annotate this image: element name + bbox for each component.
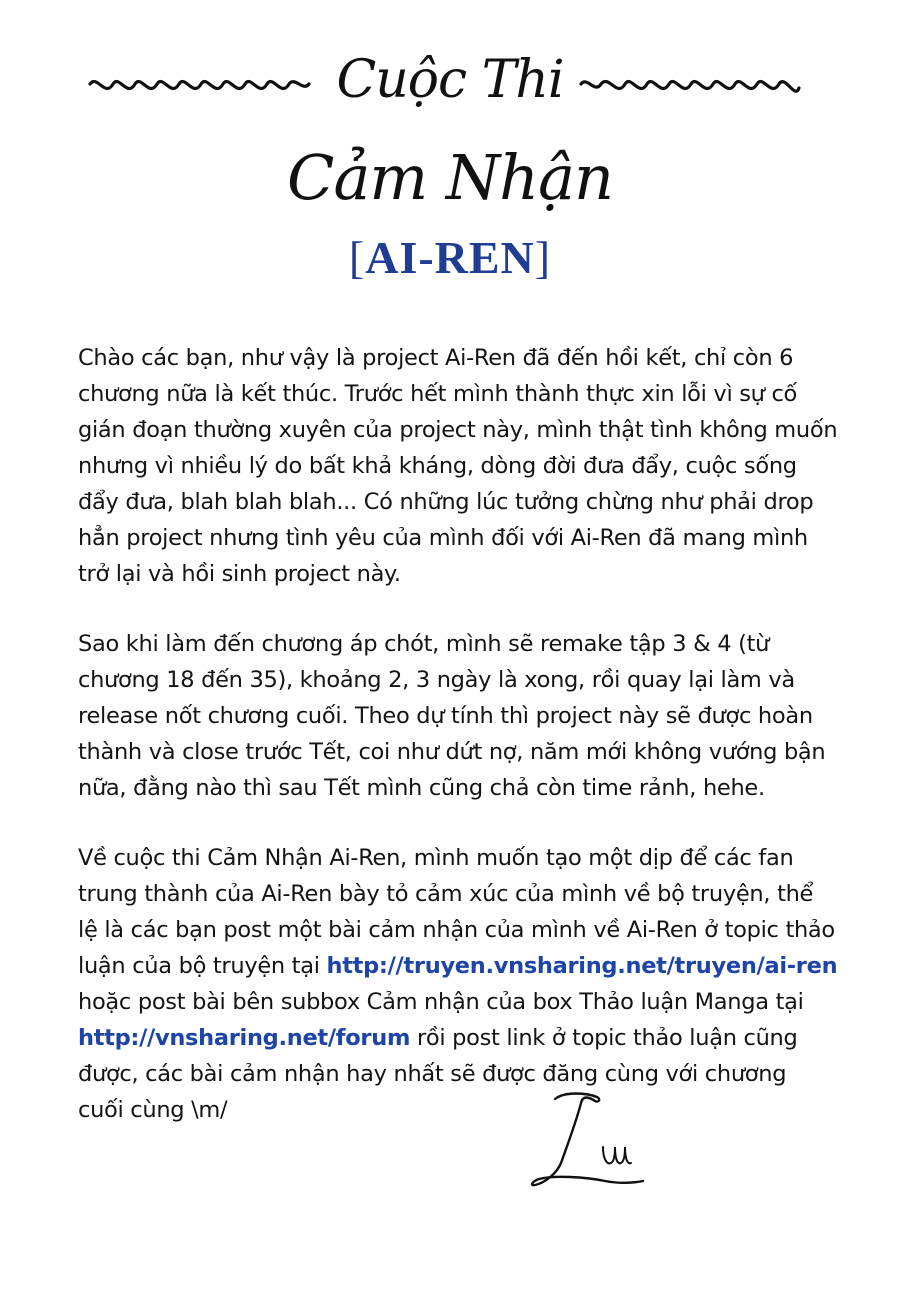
subtitle-text: AI-REN	[365, 232, 535, 283]
paragraph-1: Chào các bạn, như vậy là project Ai-Ren đã đến hồi kết, chỉ còn 6 chương nữa là kết thúc. Trước hết mình thành thực xin lỗi vì sự cố gián đoạn thường xuyên của project này, mình thật tình không muốn nhưng vì nhiều lý do bất khả kháng, dòng đời đưa đẩy, cuộc sống đẩy đưa, blah blah blah... Có những lúc tưởng chừng như phải drop hẳn project nhưng tình yêu của mình đối với Ai-Ren đã mang mình trở lại và hồi sinh project này.	[78, 345, 838, 587]
paragraph-3-part-c: rồi post link ở topic thảo luận cũng được, các bài cảm nhận hay nhất sẽ được đăng cùng với chương cuối cùng \m/	[78, 1025, 798, 1123]
paragraph-3	[78, 840, 838, 1128]
paragraph-2: Sao khi làm đến chương áp chót, mình sẽ remake tập 3 & 4 (từ chương 18 đến 35), khoảng 2, 3 ngày là xong, rồi quay lại làm và release nốt chương cuối. Theo dự tính thì project này sẽ được hoàn thành và close trước Tết, coi như dứt nợ, năm mới không vướng bận nữa, đằng nào thì sau Tết mình cũng chả còn time rảnh, hehe.	[78, 631, 826, 801]
paragraph-3-part-a: Về cuộc thi Cảm Nhận Ai-Ren, mình muốn tạo một dịp để các fan trung thành của Ai-Ren bày tỏ cảm xúc của mình về bộ truyện, thể lệ là các bạn post một bài cảm nhận của mình về Ai-Ren ở topic thảo luận của bộ truyện tại	[78, 845, 835, 979]
subtitle	[250, 228, 650, 288]
subtitle-close-bracket: ]	[534, 232, 552, 283]
right-swirl-ornament	[575, 70, 805, 110]
truyen-link[interactable]: http://truyen.vnsharing.net/truyen/ai-ren	[326, 953, 838, 979]
body-text	[78, 340, 838, 1162]
signature	[525, 1085, 655, 1195]
title-line-2: Cảm Nhận	[287, 141, 613, 214]
forum-link[interactable]: http://vnsharing.net/forum	[78, 1025, 411, 1051]
left-swirl-ornament	[85, 70, 315, 110]
paragraph-3-part-b: hoặc post bài bên subbox Cảm nhận của box Thảo luận Manga tại	[78, 989, 804, 1015]
subtitle-open-bracket: [	[348, 232, 366, 283]
title-line-1: Cuộc Thi	[336, 50, 564, 110]
